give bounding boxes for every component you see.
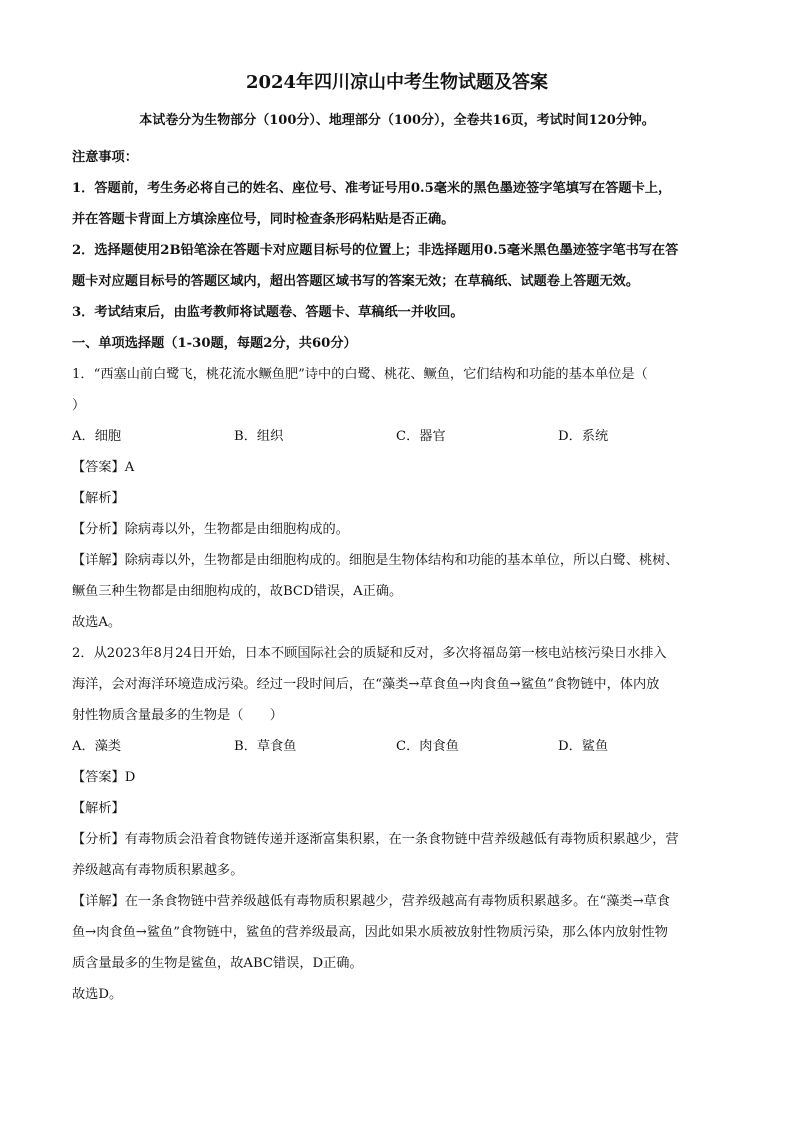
option-b: B．组织	[234, 429, 284, 444]
question-1-fenxi: 【分析】除病毒以外，生物都是由细胞构成的。	[72, 522, 349, 537]
question-2-xiangjie: 质含量最多的生物是鲨鱼，故ABC错误，D正确。	[72, 956, 363, 971]
question-1-answer: 【答案】A	[72, 460, 135, 475]
notice-line: 并在答题卡背面上方填涂座位号，同时检查条形码粘贴是否正确。	[72, 212, 455, 227]
question-2-options	[72, 731, 722, 762]
section-title: 一、单项选择题（1-30题，每题2分，共60分）	[72, 336, 357, 351]
option-c: C．器官	[396, 429, 446, 444]
question-2-xiangjie: 鱼→肉食鱼→鲨鱼”食物链中，鲨鱼的营养级最高，因此如果水质被放射性物质污染，那么体内放射性物	[72, 925, 668, 940]
question-1-options	[72, 421, 722, 452]
option-a: A．藻类	[72, 739, 122, 754]
notice-line: 3．考试结束后，由监考教师将试题卷、答题卡、草稿纸一并收回。	[72, 305, 464, 320]
option-a: A．细胞	[72, 429, 122, 444]
option-d: D．系统	[558, 429, 609, 444]
option-b: B．草食鱼	[234, 739, 297, 754]
notice-line: 1．答题前，考生务必将自己的姓名、座位号、准考证号用0.5毫米的黑色墨迹签字笔填写在答题卡上，	[72, 181, 672, 196]
notice-line: 2．选择题使用2B铅笔涂在答题卡对应题目标号的位置上；非选择题用0.5毫米黑色墨迹签字笔书写在答	[72, 243, 679, 258]
document-content	[72, 70, 722, 1010]
question-2-conclusion: 故选D。	[72, 987, 123, 1002]
option-d: D．鲨鱼	[558, 739, 609, 754]
question-1-stem: ）	[72, 398, 86, 413]
question-2-stem: 射性物质含量最多的生物是（ ）	[72, 708, 283, 723]
exam-subtitle: 本试卷分为生物部分（100分）、地理部分（100分），全卷共16页，考试时间120分钟。	[139, 113, 655, 128]
option-c: C．肉食鱼	[396, 739, 459, 754]
page-title: 2024年四川凉山中考生物试题及答案	[245, 72, 549, 93]
question-2-fenxi: 养级越高有毒物质积累越多。	[72, 863, 244, 878]
question-2-xiangjie: 【详解】在一条食物链中营养级越低有毒物质积累越少，营养级越高有毒物质积累越多。在“藻类→草食	[72, 894, 671, 909]
question-2-answer: 【答案】D	[72, 770, 136, 785]
question-1-stem: 1．“西塞山前白鹭飞，桃花流水鳜鱼肥”诗中的白鹭、桃花、鳜鱼，它们结构和功能的基本单位是（	[72, 367, 648, 382]
question-2-analysis-label: 【解析】	[72, 801, 125, 816]
question-1-analysis-label: 【解析】	[72, 491, 125, 506]
question-2-fenxi: 【分析】有毒物质会沿着食物链传递并逐渐富集积累，在一条食物链中营养级越低有毒物质积累越少，营	[72, 832, 679, 847]
question-1-xiangjie: 【详解】除病毒以外，生物都是由细胞构成的。细胞是生物体结构和功能的基本单位，所以白鹭、桃树、	[72, 553, 679, 568]
notice-title: 注意事项：	[72, 150, 138, 165]
notice-line: 题卡对应题目标号的答题区域内，超出答题区域书写的答案无效；在草稿纸、试题卷上答题无效。	[72, 274, 640, 289]
question-2-stem: 2．从2023年8月24日开始，日本不顾国际社会的质疑和反对，多次将福岛第一核电站核污染日水排入	[72, 646, 667, 661]
question-1-conclusion: 故选A。	[72, 615, 122, 630]
question-2-stem: 海洋，会对海洋环境造成污染。经过一段时间后，在“藻类→草食鱼→肉食鱼→鲨鱼”食物链中，体内放	[72, 677, 660, 692]
question-1-xiangjie: 鳜鱼三种生物都是由细胞构成的，故BCD错误，A正确。	[72, 584, 403, 599]
